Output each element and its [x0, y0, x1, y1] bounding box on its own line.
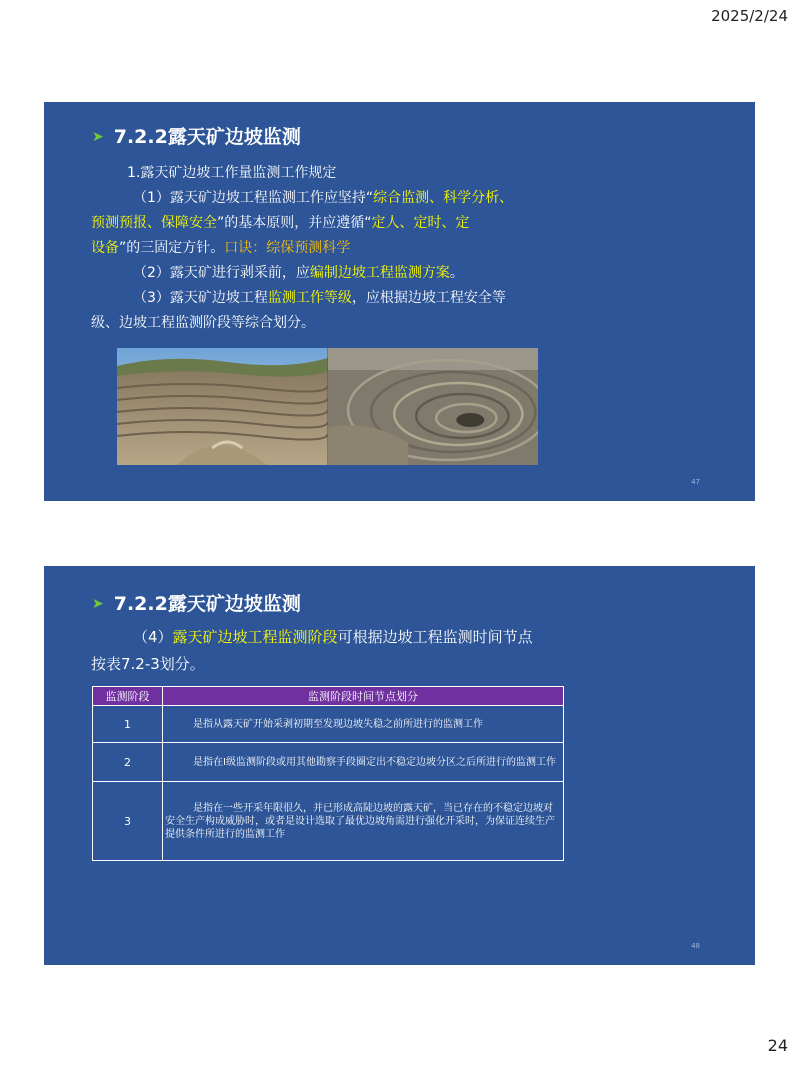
- paragraph-3-line-1: （3）露天矿边坡工程监测工作等级，应根据边坡工程安全等: [133, 290, 506, 306]
- slide-title: ➤ 7.2.2露天矿边坡监测: [92, 593, 301, 615]
- stage-cell: 1: [93, 706, 163, 743]
- paragraph-1-line-1: （1）露天矿边坡工程监测工作应坚持“综合监测、科学分析、: [133, 190, 514, 206]
- slide-47: [44, 102, 755, 501]
- paragraph-2: （2）露天矿进行剥采前，应编制边坡工程监测方案。: [133, 265, 464, 281]
- paragraph-1-line-3: 设备”的三固定方针。口诀：综保预测科学: [91, 240, 351, 256]
- mine-photos: [117, 348, 538, 465]
- paragraph-1-line-2: 预测预报、保障安全”的基本原则，并应遵循“定人、定时、定: [91, 215, 470, 231]
- arrow-bullet-icon: ➤: [92, 596, 104, 612]
- stage-cell: 2: [93, 743, 163, 782]
- slide-number: 47: [691, 478, 700, 486]
- arrow-bullet-icon: ➤: [92, 129, 104, 145]
- paragraph-3-line-2: 级、边坡工程监测阶段等综合划分。: [91, 315, 315, 331]
- table-row: [93, 743, 564, 782]
- open-pit-mine-photo-2: [328, 348, 539, 465]
- slide-number: 48: [691, 942, 700, 950]
- slide-48: [44, 566, 755, 965]
- description-cell: 是指在Ⅰ级监测阶段或用其他勘察手段圈定出不稳定边坡分区之后所进行的监测工作: [163, 743, 564, 782]
- description-cell: 是指在一些开采年限很久，并已形成高陡边坡的露天矿，当已存在的不稳定边坡对安全生产构成威胁时，或者是设计选取了最优边坡角需进行强化开采时，为保证连续生产提供条件所进行的监测工作: [163, 782, 564, 861]
- paragraph-4-line-1: （4）露天矿边坡工程监测阶段可根据边坡工程监测时间节点: [133, 628, 533, 646]
- table-header: 监测阶段时间节点划分: [163, 687, 564, 706]
- paragraph-4-line-2: 按表7.2-3划分。: [91, 655, 205, 673]
- slide-title: ➤ 7.2.2露天矿边坡监测: [92, 126, 301, 148]
- monitoring-stage-table: [92, 686, 564, 861]
- table-row: [93, 706, 564, 743]
- slide-body: [91, 624, 591, 678]
- open-pit-mine-photo-1: [117, 348, 328, 465]
- page-number: 24: [767, 1036, 788, 1055]
- page-date: 2025/2/24: [711, 7, 788, 25]
- stage-cell: 3: [93, 782, 163, 861]
- description-cell: 是指从露天矿开始采剥初期至发现边坡失稳之前所进行的监测工作: [163, 706, 564, 743]
- table-row: [93, 782, 564, 861]
- table-header-row: [93, 687, 564, 706]
- table-header: 监测阶段: [93, 687, 163, 706]
- slide-body: [91, 161, 591, 336]
- section-heading: 1.露天矿边坡工作量监测工作规定: [127, 165, 337, 181]
